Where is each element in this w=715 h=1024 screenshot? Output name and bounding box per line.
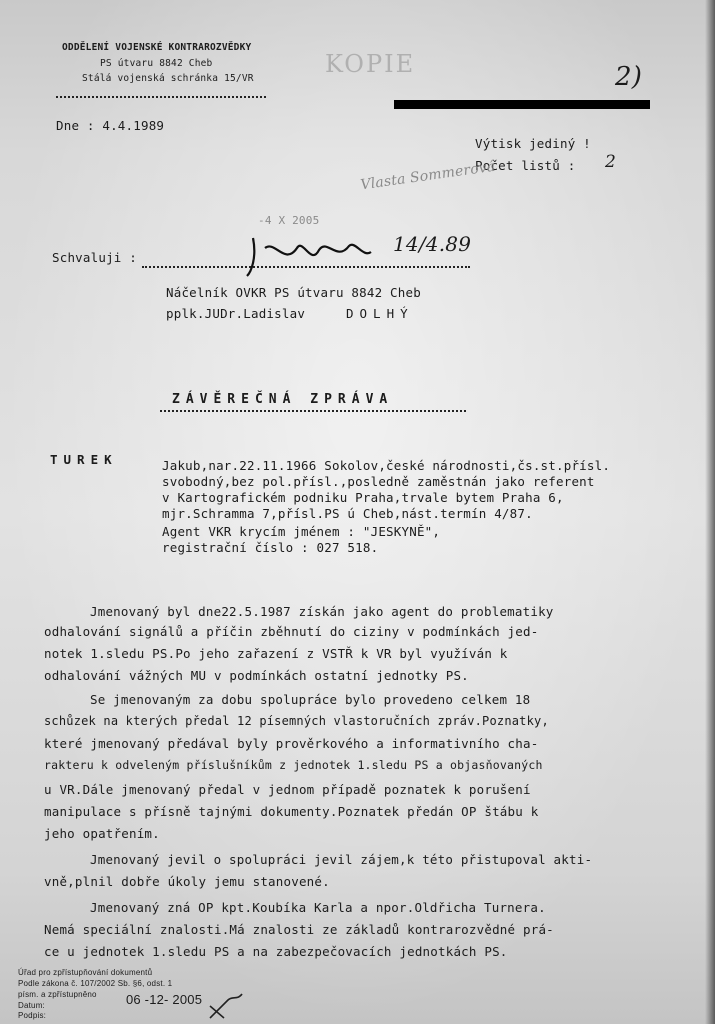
body-line: Jmenovaný jevil o spolupráci jevil zájem,k této přistupoval akti- <box>90 852 593 867</box>
archive-stamp-line: Podle zákona č. 107/2002 Sb. §6, odst. 1 <box>18 979 173 988</box>
subject-line: svobodný,bez pol.přísl.,posledně zaměstnán jako referent <box>162 474 595 489</box>
report-title: ZÁVĚREČNÁ ZPRÁVA <box>172 392 394 407</box>
handwritten-number: 2) <box>615 62 643 92</box>
archive-stamp-line: Úřad pro zpřístupňování dokumentů <box>18 968 153 977</box>
unit-name-line3: Stálá vojenská schránka 15/VR <box>82 73 254 84</box>
pages-value: 2 <box>605 152 617 172</box>
unit-name-line1: ODDĚLENÍ VOJENSKÉ KONTRAROZVĚDKY <box>62 42 252 53</box>
subject-line: Jakub,nar.22.11.1966 Sokolov,české národnosti,čs.st.přísl. <box>162 458 611 473</box>
body-line: Se jmenovaným za dobu spolupráce bylo provedeno celkem 18 <box>90 692 531 707</box>
body-line: Nemá speciální znalosti.Má znalosti ze základů kontrarozvědné prá- <box>44 922 554 937</box>
subject-surname: TUREK <box>50 452 118 467</box>
archive-stamp-line: Podpis: <box>18 1011 47 1020</box>
copy-label: Výtisk jediný ! <box>475 136 591 151</box>
archive-stamp-line: Datum: <box>18 1001 45 1010</box>
kopie-stamp: KOPIE <box>325 50 416 78</box>
chief-surname: DOLHÝ <box>346 306 414 321</box>
subject-line: mjr.Schramma 7,přísl.PS ú Cheb,nást.termín 4/87. <box>162 506 533 521</box>
title-underline <box>160 410 466 412</box>
body-line: notek 1.sledu PS.Po jeho zařazení z VSTŘ k VR byl využíván k <box>44 646 508 661</box>
body-line: jeho opatřením. <box>44 826 160 841</box>
body-line: manipulace s přísně tajnými dokumenty.Poznatek předán OP štábu k <box>44 804 539 819</box>
subject-line: v Kartografickém podniku Praha,trvale bytem Praha 6, <box>162 490 564 505</box>
body-line: odhalování vážných MU v podmínkách ostatní jednotky PS. <box>44 668 469 683</box>
approval-handwritten-date: 14/4.89 <box>393 232 472 256</box>
header-divider <box>56 96 266 98</box>
body-line: Jmenovaný byl dne22.5.1987 získán jako agent do problematiky <box>90 604 554 619</box>
document-date: Dne : 4.4.1989 <box>56 118 165 133</box>
chief-name: pplk.JUDr.Ladislav <box>166 306 306 321</box>
body-line: Jmenovaný zná OP kpt.Koubíka Karla a npor.Oldřicha Turnera. <box>90 900 546 915</box>
body-line: rakteru k odveleným příslušníkům z jednotek 1.sledu PS a objasňovaných <box>44 758 543 772</box>
archive-stamp-line: písm. a zpřístupněno <box>18 990 97 999</box>
chief-title: Náčelník OVKR PS útvaru 8842 Cheb <box>166 285 421 300</box>
body-line: schůzek na kterých předal 12 písemných vlastoručních zpráv.Poznatky, <box>44 714 549 728</box>
scan-edge-shadow <box>705 0 715 1024</box>
archive-stamp-date: -4 X 2005 <box>258 214 320 227</box>
footer-signature-mark <box>206 986 246 1020</box>
body-line: u VR.Dále jmenovaný předal v jednom případě poznatek k porušení <box>44 782 531 797</box>
body-line: ce u jednotek 1.sledu PS a na zabezpečovacích jednotkách PS. <box>44 944 508 959</box>
approval-signature <box>245 228 385 278</box>
body-line: odhalování signálů a příčin zběhnutí do ciziny v podmínkách jed- <box>44 624 539 639</box>
subject-line: registrační číslo : 027 518. <box>162 540 379 555</box>
redaction-bar <box>394 100 650 109</box>
pages-label: Počet listů : <box>475 158 576 173</box>
approval-label: Schvaluji : <box>52 250 137 265</box>
unit-name-line2: PS útvaru 8842 Cheb <box>100 58 213 69</box>
body-line: vně,plnil dobře úkoly jemu stanovené. <box>44 874 330 889</box>
body-line: které jmenovaný předával byly prověrkového a informativního cha- <box>44 736 539 751</box>
subject-line: Agent VKR krycím jménem : "JESKYNĚ", <box>162 524 441 539</box>
archive-stamp-date: 06 -12- 2005 <box>126 992 203 1007</box>
archive-stamp-name: Vlasta Sommerová <box>359 158 497 194</box>
